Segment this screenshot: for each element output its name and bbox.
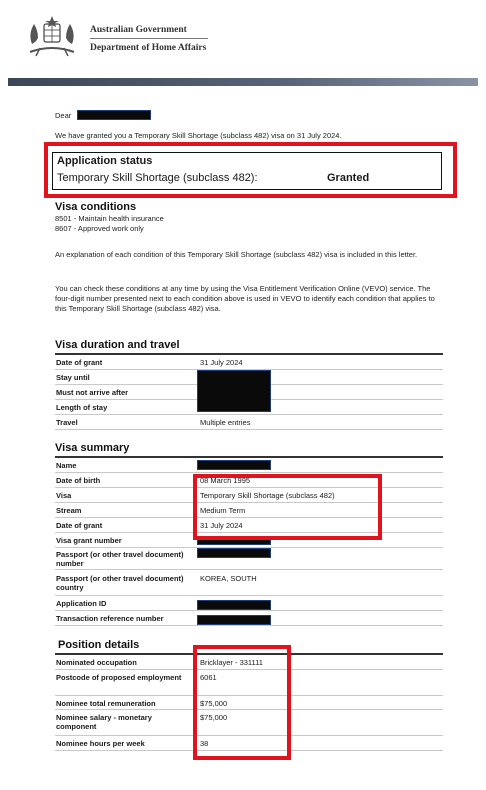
header-banner <box>8 78 478 86</box>
grant-intro: We have granted you a Temporary Skill Shortage (subclass 482) visa on 31 July 2024. <box>55 131 342 140</box>
application-status-title: Application status <box>57 155 153 167</box>
visa-conditions-title: Visa conditions <box>55 201 137 213</box>
redacted-stay-dates <box>197 370 271 412</box>
row-label: Stay until <box>56 373 90 382</box>
highlight-position-details <box>193 645 291 760</box>
conditions-explanation: An explanation of each condition of this Temporary Skill Shortage (subclass 482) visa is included in this letter. <box>55 250 418 259</box>
row-value: KOREA, SOUTH <box>200 574 257 583</box>
row-value: $75,000 <box>200 713 228 722</box>
condition-item: 8501 - Maintain health insurance <box>55 214 164 223</box>
row-label: Nominee hours per week <box>56 739 145 748</box>
row-label: Date of grant <box>56 521 103 530</box>
row-label: Passport (or other travel document) country <box>56 574 184 592</box>
salutation: Dear <box>55 111 72 120</box>
row-value: 31 July 2024 <box>200 521 243 530</box>
row-label: Visa grant number <box>56 536 122 545</box>
letterhead <box>0 0 486 78</box>
table-row <box>55 415 443 430</box>
row-label: Passport (or other travel document) number <box>56 550 184 568</box>
application-status-value: Granted <box>327 172 370 184</box>
row-value: Bricklayer - 331111 <box>200 658 263 667</box>
row-value: $75,000 <box>200 699 228 708</box>
redacted-transaction-reference <box>197 615 271 625</box>
row-value: Medium Term <box>200 506 246 515</box>
row-label: Visa <box>56 491 72 500</box>
row-label: Transaction reference number <box>56 614 164 623</box>
row-label: Postcode of proposed employment <box>56 673 182 682</box>
row-label: Date of grant <box>56 358 103 367</box>
redacted-application-id <box>197 600 271 610</box>
row-label: Name <box>56 461 77 470</box>
department-name: Department of Home Affairs <box>90 43 207 53</box>
government-name: Australian Government <box>90 25 187 35</box>
row-value: 6061 <box>200 673 217 682</box>
row-value: 38 <box>200 739 209 748</box>
condition-item: 8607 - Approved work only <box>55 224 144 233</box>
vevo-paragraph: You can check these conditions at any time by using the Visa Entitlement Verification Online (VEVO) service. The four-digit number presented next to each condition above is used in VEVO to identify each condition that applies to this Temporary Skill Shortage (subclass 482) visa. <box>55 284 435 313</box>
redacted-name <box>77 110 151 120</box>
header-divider <box>90 38 208 39</box>
visa-duration-title: Visa duration and travel <box>55 339 180 351</box>
table-row <box>55 355 443 370</box>
redacted-passport-number <box>197 548 271 558</box>
application-status-visa: Temporary Skill Shortage (subclass 482): <box>57 172 258 184</box>
row-label: Stream <box>56 506 82 515</box>
position-details-title: Position details <box>58 639 140 651</box>
row-label: Travel <box>56 418 78 427</box>
row-label: Date of birth <box>56 476 101 485</box>
row-value: Multiple entries <box>200 418 251 427</box>
row-label: Application ID <box>56 599 107 608</box>
row-label: Nominee total remuneration <box>56 699 156 708</box>
row-label: Nominated occupation <box>56 658 137 667</box>
row-value: Temporary Skill Shortage (subclass 482) <box>200 491 335 500</box>
table-row <box>55 570 443 596</box>
row-value: 31 July 2024 <box>200 358 243 367</box>
highlight-visa-summary <box>193 474 382 540</box>
highlight-application-status <box>44 142 457 198</box>
row-label: Nominee salary - monetary component <box>56 713 152 731</box>
row-label: Length of stay <box>56 403 108 412</box>
row-label: Must not arrive after <box>56 388 129 397</box>
redacted-name <box>197 460 271 470</box>
row-value: 08 March 1995 <box>200 476 251 485</box>
coat-of-arms-icon <box>26 14 78 58</box>
visa-summary-title: Visa summary <box>55 442 130 454</box>
